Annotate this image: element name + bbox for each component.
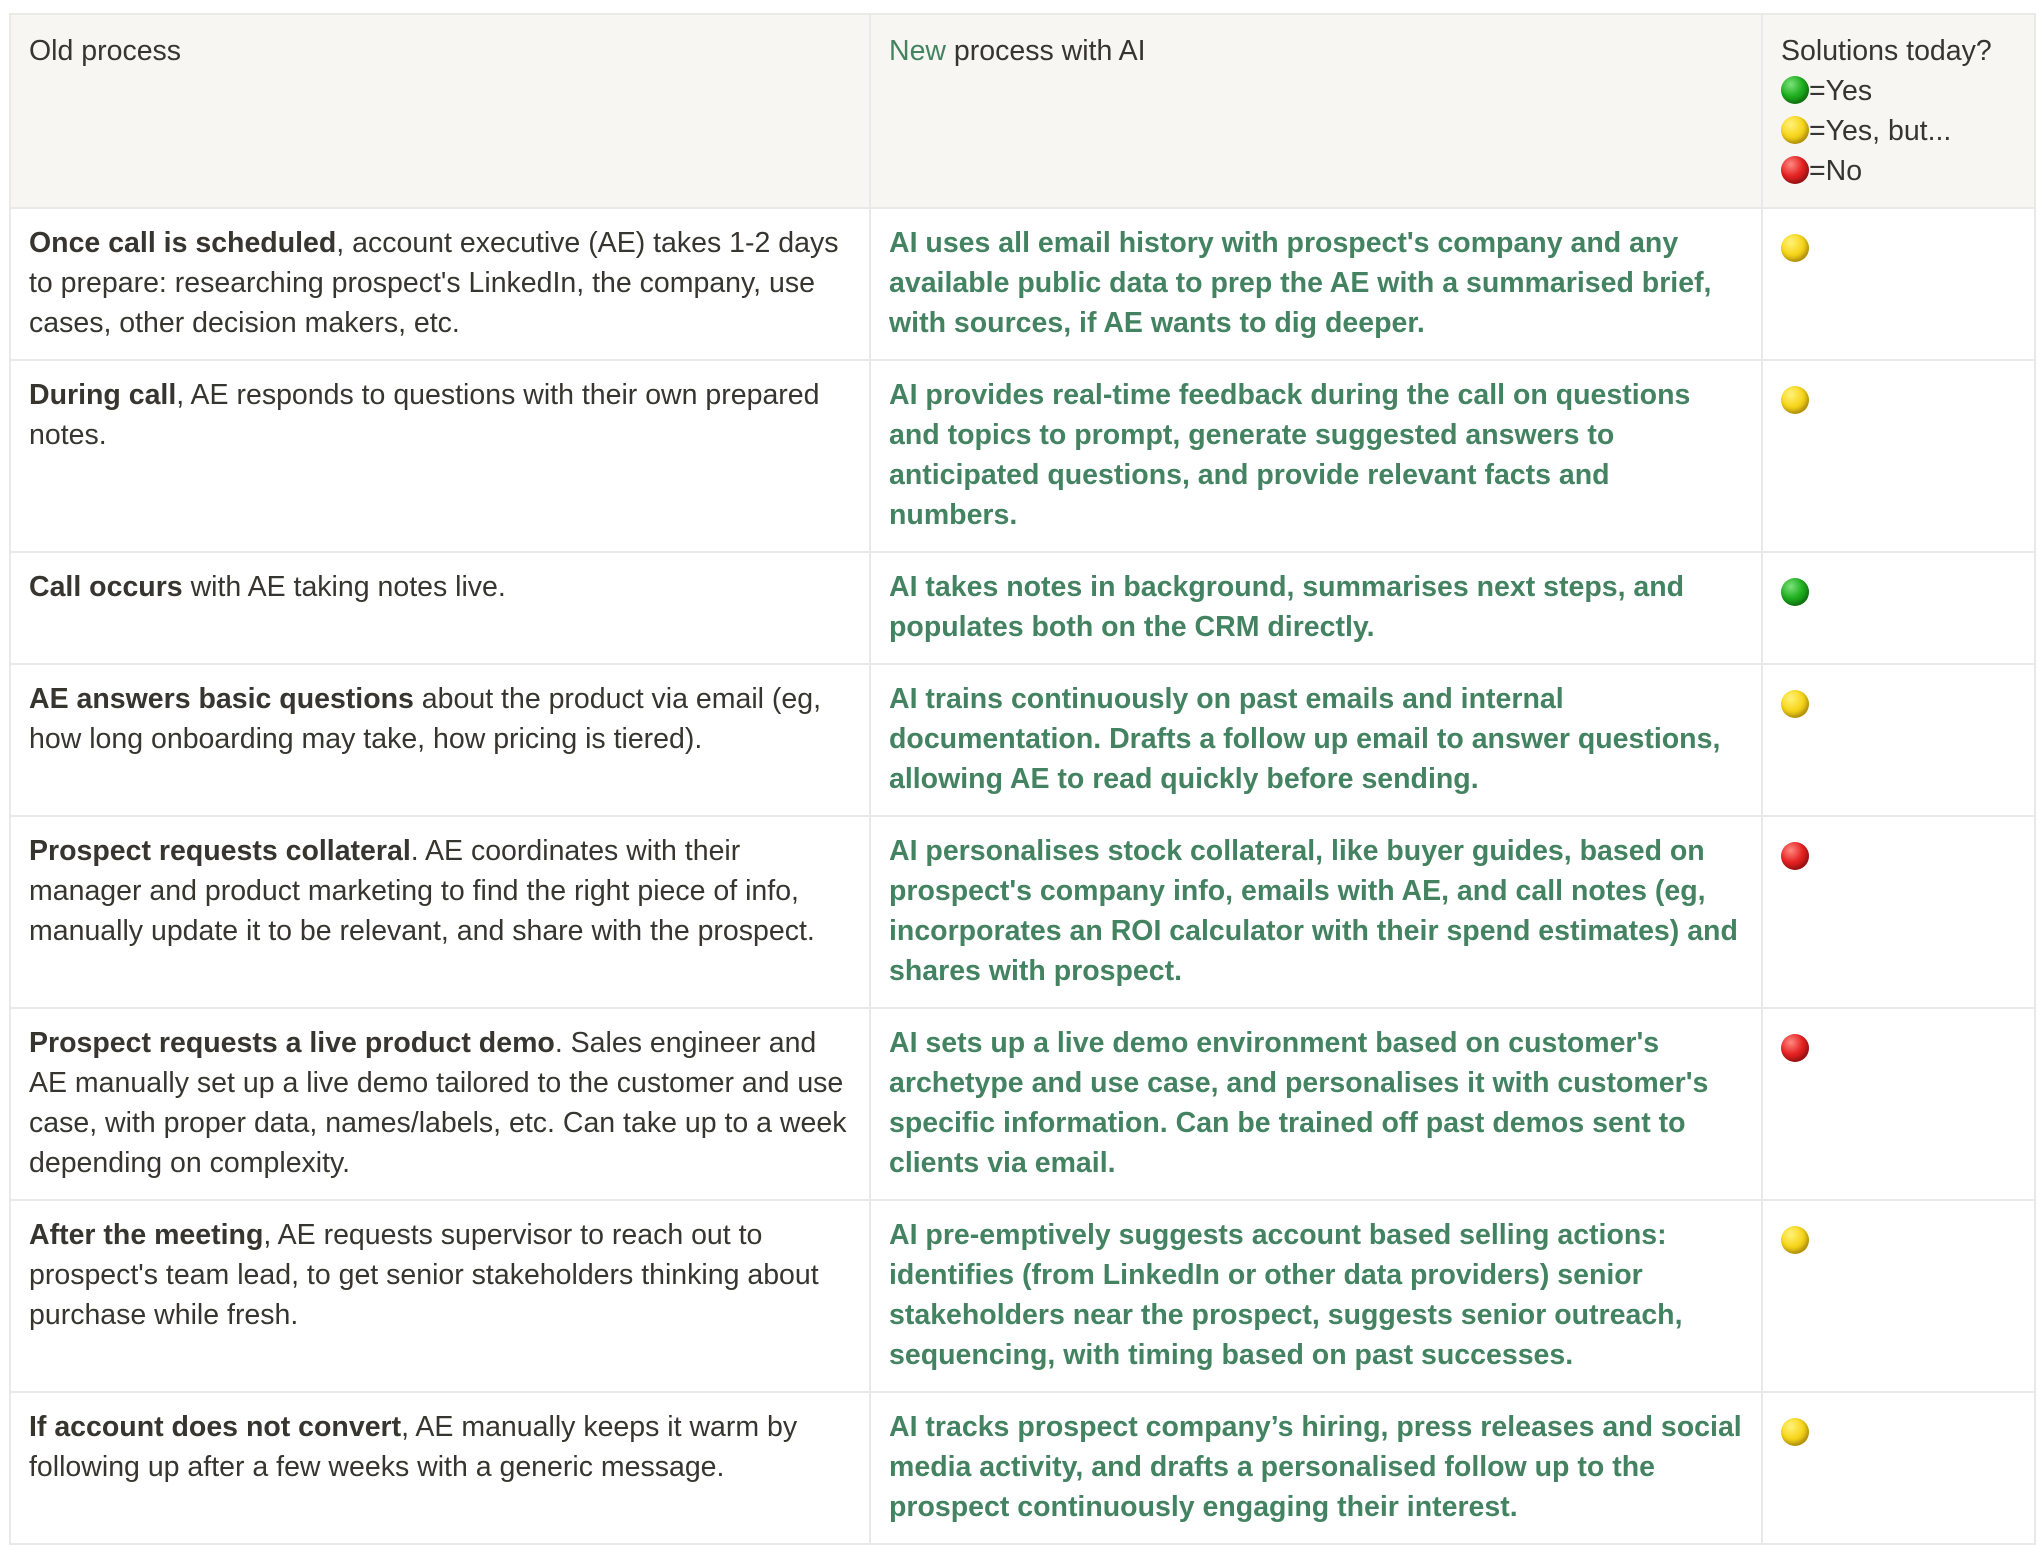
header-solutions-title: Solutions today? xyxy=(1781,35,1992,67)
process-comparison-table xyxy=(9,13,2036,1545)
yellow-circle-icon xyxy=(1781,690,1809,718)
header-new-process-label: process with AI xyxy=(946,35,1146,67)
status-cell xyxy=(1762,1008,2035,1200)
green-circle-icon xyxy=(1781,76,1809,104)
ai-process-cell: AI personalises stock collateral, like buyer guides, based on prospect's company info, emails with AE, and call notes (eg, incorporates an ROI calculator with their spend estimates) and shares with prospect. xyxy=(870,816,1762,1008)
table-row xyxy=(10,1008,2035,1200)
comparison-table-container xyxy=(9,13,2034,1545)
status-cell xyxy=(1762,1392,2035,1544)
red-circle-icon xyxy=(1781,842,1809,870)
old-process-text: . AE coordinates with their manager and product marketing to find the right piece of info, manually update it to be relevant, and share with the prospect. xyxy=(29,835,815,947)
old-process-cell xyxy=(10,552,870,664)
old-process-lead: If account does not convert xyxy=(29,1411,402,1443)
yellow-circle-icon xyxy=(1781,234,1809,262)
table-row xyxy=(10,1392,2035,1544)
legend-yes-but xyxy=(1781,111,2016,151)
old-process-cell xyxy=(10,1392,870,1544)
green-circle-icon xyxy=(1781,578,1809,606)
ai-process-cell: AI provides real-time feedback during the call on questions and topics to prompt, generate suggested answers to anticipated questions, and provide relevant facts and numbers. xyxy=(870,360,1762,552)
old-process-lead: AE answers basic questions xyxy=(29,683,414,715)
old-process-lead: Call occurs xyxy=(29,571,183,603)
legend-yes-but-label: =Yes, but... xyxy=(1809,115,1952,147)
status-cell xyxy=(1762,1200,2035,1392)
red-circle-icon xyxy=(1781,1034,1809,1062)
table-row xyxy=(10,816,2035,1008)
old-process-lead: During call xyxy=(29,379,177,411)
red-circle-icon xyxy=(1781,156,1809,184)
status-cell xyxy=(1762,208,2035,360)
table-body xyxy=(10,208,2035,1544)
header-row xyxy=(10,14,2035,208)
header-old-process xyxy=(10,14,870,208)
legend-no xyxy=(1781,151,2016,191)
yellow-circle-icon xyxy=(1781,386,1809,414)
legend-yes xyxy=(1781,71,2016,111)
status-cell xyxy=(1762,360,2035,552)
old-process-text: . Sales engineer and AE manually set up a live demo tailored to the customer and use case, with proper data, names/labels, etc. Can take up to a week depending on complexity. xyxy=(29,1027,847,1179)
old-process-cell xyxy=(10,360,870,552)
old-process-text: , AE responds to questions with their own prepared notes. xyxy=(29,379,820,451)
ai-process-cell: AI trains continuously on past emails and internal documentation. Drafts a follow up email to answer questions, allowing AE to read quickly before sending. xyxy=(870,664,1762,816)
ai-process-cell: AI takes notes in background, summarises next steps, and populates both on the CRM directly. xyxy=(870,552,1762,664)
yellow-circle-icon xyxy=(1781,116,1809,144)
old-process-lead: Once call is scheduled xyxy=(29,227,337,259)
status-cell xyxy=(1762,552,2035,664)
table-row xyxy=(10,360,2035,552)
table-row xyxy=(10,208,2035,360)
old-process-cell xyxy=(10,664,870,816)
ai-process-cell: AI uses all email history with prospect's company and any available public data to prep the AE with a summarised brief, with sources, if AE wants to dig deeper. xyxy=(870,208,1762,360)
status-cell xyxy=(1762,816,2035,1008)
old-process-text: about the product via email (eg, how long onboarding may take, how pricing is tiered). xyxy=(29,683,822,755)
old-process-text: , AE requests supervisor to reach out to prospect's team lead, to get senior stakeholders thinking about purchase while fresh. xyxy=(29,1219,819,1331)
yellow-circle-icon xyxy=(1781,1418,1809,1446)
old-process-lead: Prospect requests a live product demo xyxy=(29,1027,555,1059)
old-process-lead: Prospect requests collateral xyxy=(29,835,411,867)
table-row xyxy=(10,664,2035,816)
old-process-text: with AE taking notes live. xyxy=(182,571,506,603)
old-process-cell xyxy=(10,208,870,360)
header-solutions-today xyxy=(1762,14,2035,208)
status-cell xyxy=(1762,664,2035,816)
ai-process-cell: AI sets up a live demo environment based on customer's archetype and use case, and personalises it with customer's specific information. Can be trained off past demos sent to clients via email. xyxy=(870,1008,1762,1200)
legend-no-label: =No xyxy=(1809,155,1863,187)
old-process-cell xyxy=(10,1200,870,1392)
header-new-highlight: New xyxy=(889,35,947,67)
table-row xyxy=(10,1200,2035,1392)
header-old-process-label: Old process xyxy=(29,35,182,67)
old-process-text: , AE manually keeps it warm by following up after a few weeks with a generic message. xyxy=(29,1411,798,1483)
old-process-lead: After the meeting xyxy=(29,1219,264,1251)
yellow-circle-icon xyxy=(1781,1226,1809,1254)
header-new-process xyxy=(870,14,1762,208)
ai-process-cell: AI tracks prospect company’s hiring, press releases and social media activity, and drafts a personalised follow up to the prospect continuously engaging their interest. xyxy=(870,1392,1762,1544)
legend-yes-label: =Yes xyxy=(1809,75,1873,107)
old-process-cell xyxy=(10,816,870,1008)
old-process-cell xyxy=(10,1008,870,1200)
old-process-text: , account executive (AE) takes 1-2 days to prepare: researching prospect's LinkedIn, the company, use cases, other decision makers, etc. xyxy=(29,227,839,339)
table-row xyxy=(10,552,2035,664)
ai-process-cell: AI pre-emptively suggests account based selling actions: identifies (from LinkedIn or other data providers) senior stakeholders near the prospect, suggests senior outreach, sequencing, with timing based on past successes. xyxy=(870,1200,1762,1392)
